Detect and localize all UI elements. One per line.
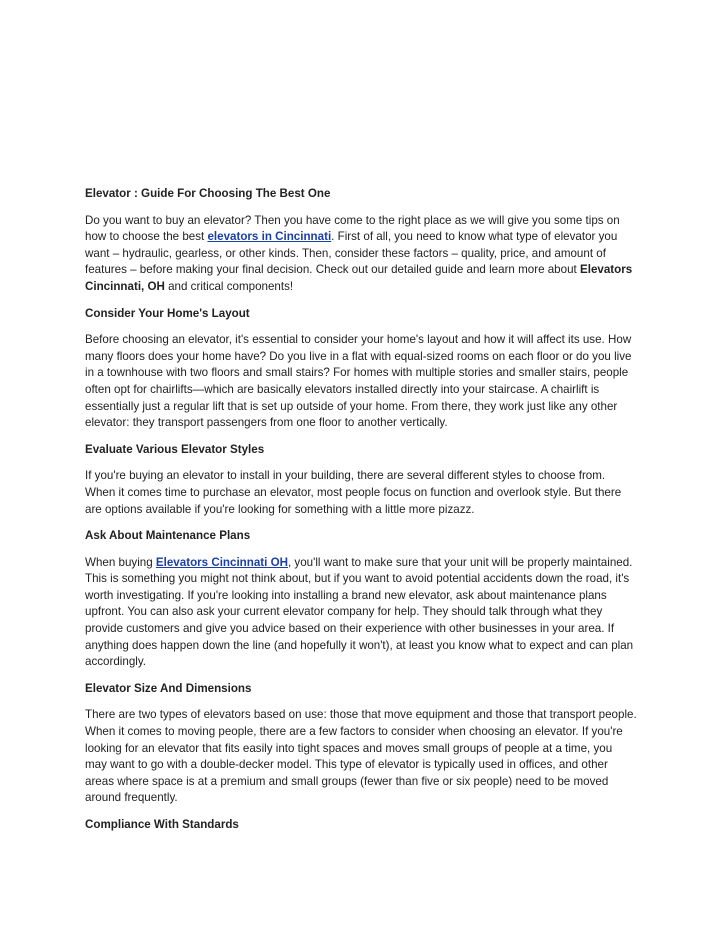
document-title: Elevator : Guide For Choosing The Best One [85, 187, 331, 200]
elevators-cincinnati-oh-link[interactable]: Elevators Cincinnati OH [155, 555, 288, 569]
maintenance-text-2: , you'll want to make sure that your unit will be properly maintained. This is something you might not think about, but if you want to avoid potential accidents down the road, it's worth investigating. If you're looking into installing a brand new elevator, ask about maintenance plans upfront. You can also ask your current elevator company for help. They should talk through what they provide customers and give you advice based on their experience with other businesses in your area. If anything does happen down the line (and hopefully it won't), at least you know what to expect and can plan accordingly. [85, 555, 634, 669]
document-page [85, 186, 637, 844]
intro-text-1: Do you want to buy an elevator? Then you have come to the right place as we will give you some tips on how to choose the best [85, 213, 620, 244]
heading-size-dimensions: Elevator Size And Dimensions [85, 681, 252, 695]
paragraph-elevator-styles: If you're buying an elevator to install in your building, there are several different styles to choose from. When it comes time to purchase an elevator, most people focus on function and overlook style. But there are options available if you're looking for something with a little more pizazz. [85, 469, 622, 516]
heading-elevator-styles: Evaluate Various Elevator Styles [85, 442, 265, 456]
paragraph-home-layout: Before choosing an elevator, it's essential to consider your home's layout and how it will affect its use. How many floors does your home have? Do you live in a flat with equal-sized rooms on each floor or do you live in a townhouse with two floors and small stairs? For homes with multiple stories and smaller stairs, people often opt for chairlifts—which are basically elevators installed directly into your staircase. A chairlift is essentially just a regular lift that is set up outside of your home. From there, they work just like any other elevator: they transport passengers from one floor to another vertically. [85, 333, 632, 430]
intro-paragraph [85, 213, 637, 296]
heading-compliance-standards: Compliance With Standards [85, 818, 239, 831]
elevators-cincinnati-link[interactable]: elevators in Cincinnati [207, 230, 332, 244]
heading-home-layout: Consider Your Home's Layout [85, 306, 250, 320]
intro-bold-keyword: Elevators Cincinnati, OH [85, 263, 633, 293]
paragraph-maintenance-plans [85, 555, 637, 671]
paragraph-size-dimensions: There are two types of elevators based on use: those that move equipment and those that transport people. When it comes to moving people, there are a few factors to consider when choosing an elevator. If you're looking for an elevator that fits easily into tight spaces and moves small groups of people at a time, you may want to go with a double-decker model. This type of elevator is typically used in offices, and other areas where space is at a premium and small groups (fewer than five or six people) need to be moved around frequently. [85, 708, 637, 805]
intro-text-3: and critical components! [164, 279, 294, 293]
maintenance-text-1: When buying [85, 555, 156, 569]
intro-text-2: . First of all, you need to know what type of elevator you want – hydraulic, gearless, or other kinds. Then, consider these factors – quality, price, and amount of features – before making your final decision. Check out our detailed guide and learn more about [85, 230, 618, 277]
heading-maintenance-plans: Ask About Maintenance Plans [85, 529, 251, 543]
